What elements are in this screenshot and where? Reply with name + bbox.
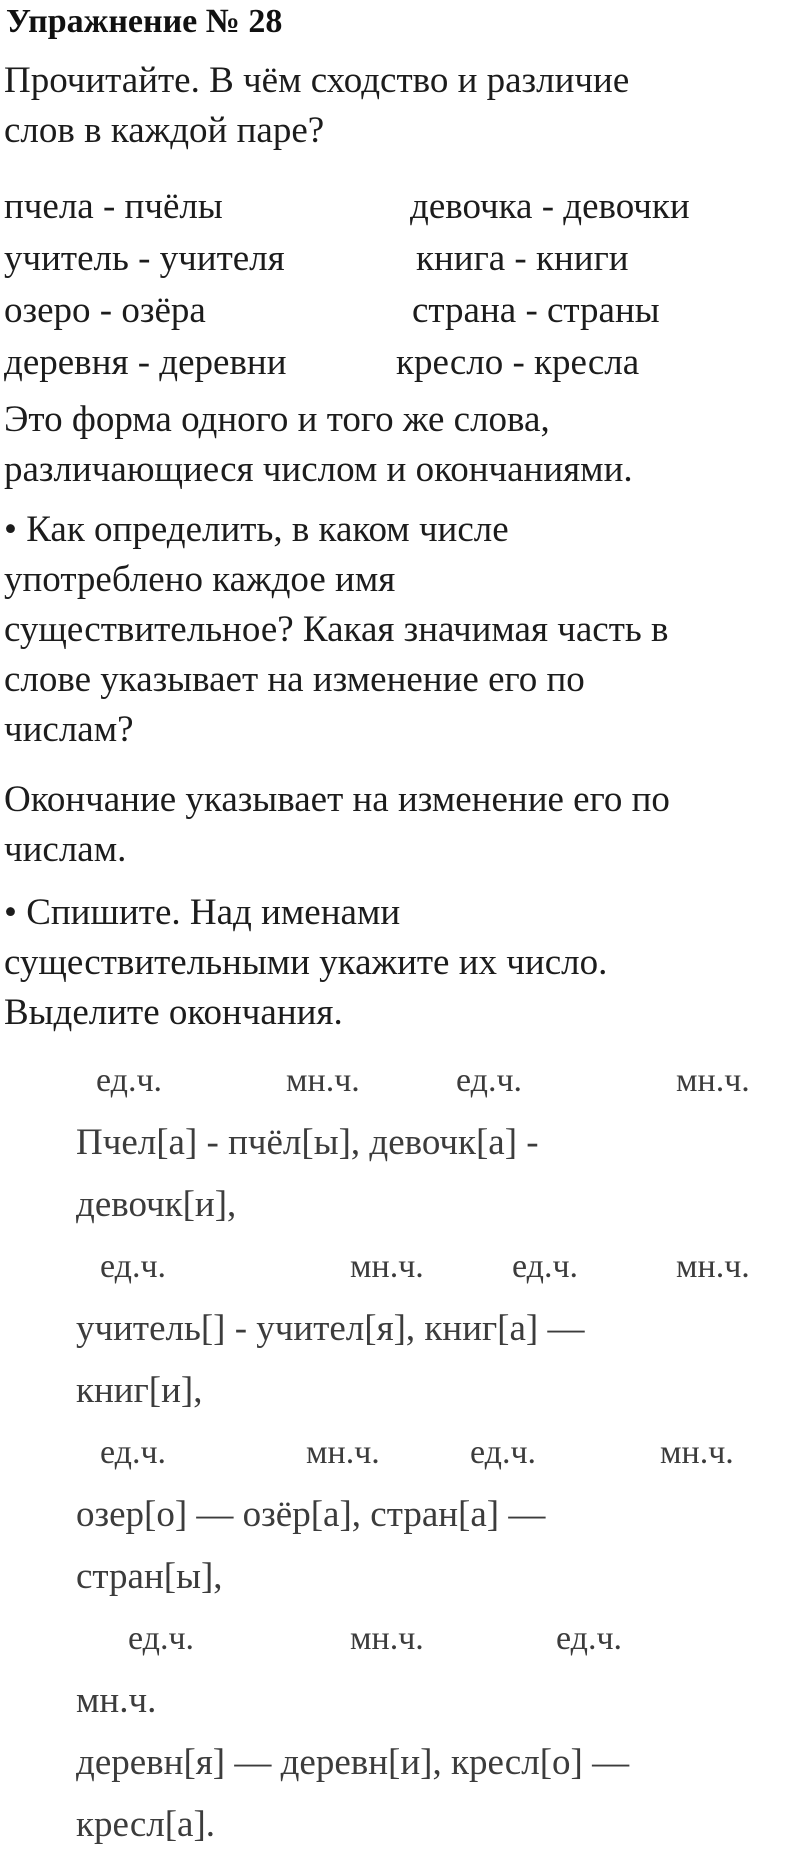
word-pair-row [4, 233, 798, 285]
word-pair-left: озеро - озёра [4, 290, 206, 331]
number-label: ед.ч. [128, 1620, 195, 1657]
answer-line: кресл[а]. [76, 1804, 216, 1845]
number-labels [0, 1236, 800, 1298]
answer-block [0, 1608, 800, 1856]
word-pair-row [4, 285, 798, 337]
number-label: мн.ч. [286, 1062, 360, 1099]
text-line: Выделите окончания. [4, 992, 343, 1033]
text-line: Это форма одного и того же слова, [4, 399, 550, 440]
answer-line: стран[ы], [76, 1556, 223, 1597]
written-answer [0, 1050, 800, 1856]
answer-block [0, 1236, 800, 1422]
word-pair-right: кресло - кресла [396, 342, 640, 383]
text-line: числам? [4, 709, 134, 750]
number-label: мн.ч. [676, 1062, 750, 1099]
number-labels [0, 1422, 800, 1484]
number-label: мн.ч. [676, 1248, 750, 1285]
number-labels [0, 1050, 800, 1112]
text-line: слов в каждой паре? [4, 110, 325, 151]
text-line: различающиеся числом и окончаниями. [4, 449, 633, 490]
answer-paragraph-2 [4, 775, 798, 875]
task-paragraph [4, 888, 798, 1038]
number-label: мн.ч. [350, 1248, 424, 1285]
word-pair-row [4, 337, 798, 389]
text-line: Окончание указывает на изменение его по [4, 779, 670, 820]
answer-line: учитель[] - учител[я], книг[а] — [76, 1308, 585, 1349]
answer-line: озер[о] — озёр[а], стран[а] — [76, 1494, 546, 1535]
number-label: мн.ч. [660, 1434, 734, 1471]
text-line: существительными укажите их число. [4, 942, 608, 983]
number-label: мн.ч. [350, 1620, 424, 1657]
word-pair-row [4, 181, 798, 233]
answer-line: девочк[и], [76, 1184, 237, 1225]
answer-line: мн.ч. [76, 1680, 157, 1721]
number-label: ед.ч. [456, 1062, 523, 1099]
answer-block [0, 1050, 800, 1236]
number-label: мн.ч. [306, 1434, 380, 1471]
number-label: ед.ч. [470, 1434, 537, 1471]
instruction-paragraph [4, 56, 798, 156]
question-paragraph [4, 505, 798, 755]
word-pair-right: страна - страны [412, 290, 660, 331]
word-pair-right: книга - книги [416, 238, 629, 279]
number-label: ед.ч. [556, 1620, 623, 1657]
number-label: ед.ч. [96, 1062, 163, 1099]
text-line: • Спишите. Над именами [4, 892, 401, 933]
word-pair-right: девочка - девочки [410, 186, 690, 227]
exercise-title: Упражнение № 28 [6, 3, 283, 40]
word-pair-left: пчела - пчёлы [4, 186, 223, 227]
number-label: ед.ч. [100, 1434, 167, 1471]
answer-line: Пчел[а] - пчёл[ы], девочк[а] - [76, 1122, 539, 1163]
text-line: слове указывает на изменение его по [4, 659, 585, 700]
text-line: • Как определить, в каком числе [4, 509, 509, 550]
answer-paragraph-1 [4, 395, 798, 495]
answer-line: деревн[я] — деревн[и], кресл[о] — [76, 1742, 630, 1783]
number-labels [0, 1608, 800, 1670]
word-pair-left: учитель - учителя [4, 238, 285, 279]
word-pair-left: деревня - деревни [4, 342, 287, 383]
text-line: Прочитайте. В чём сходство и различие [4, 60, 630, 101]
word-pairs [4, 181, 798, 389]
number-label: ед.ч. [100, 1248, 167, 1285]
number-label: ед.ч. [512, 1248, 579, 1285]
answer-line: книг[и], [76, 1370, 203, 1411]
text-line: существительное? Какая значимая часть в [4, 609, 669, 650]
answer-block [0, 1422, 800, 1608]
text-line: употреблено каждое имя [4, 559, 396, 600]
text-line: числам. [4, 829, 127, 870]
